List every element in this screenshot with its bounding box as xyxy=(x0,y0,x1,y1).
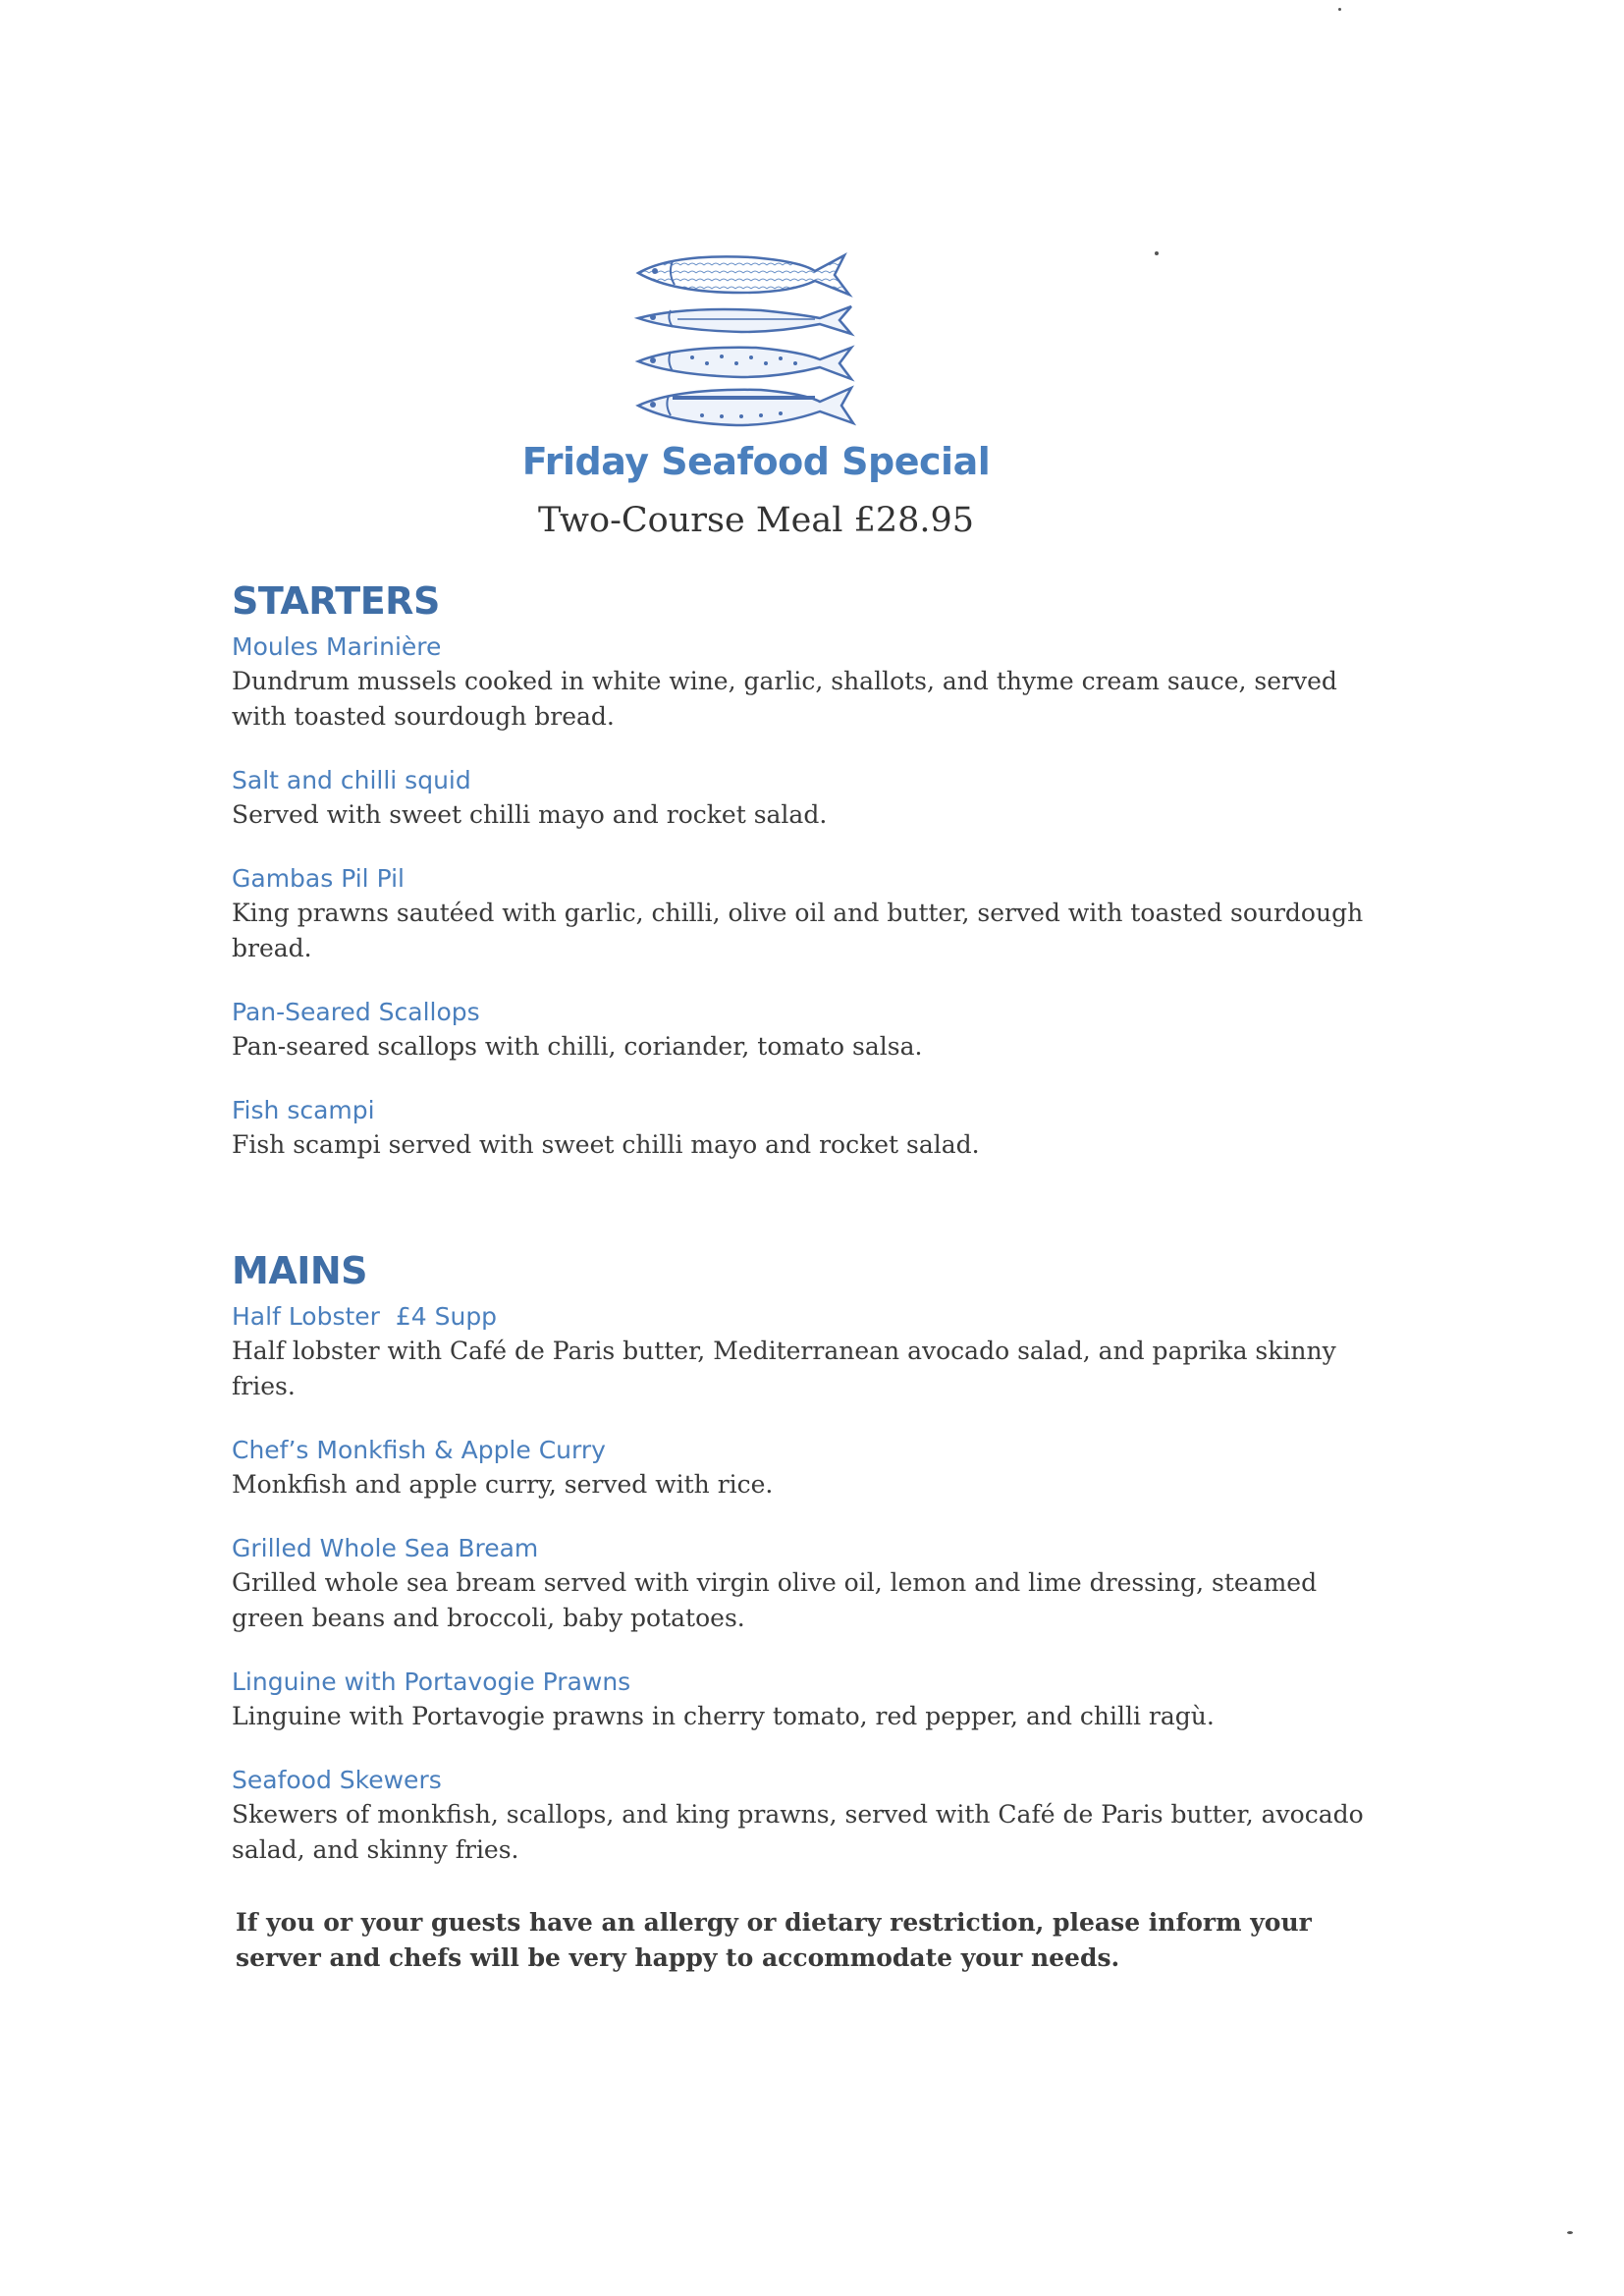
page-title: Friday Seafood Special xyxy=(521,440,991,483)
price-subtitle: Two-Course Meal £28.95 xyxy=(537,501,975,540)
item-description: Monkfish and apple curry, served with rice. xyxy=(232,1470,774,1499)
item-description: King prawns sautéed with garlic, chilli, olive oil and butter, served with toasted sourdough bread. xyxy=(232,899,1364,962)
item-name: Half Lobster £4 Supp xyxy=(232,1302,498,1331)
item-name: Grilled Whole Sea Bream xyxy=(232,1534,539,1562)
menu-item xyxy=(232,1434,1371,1503)
scan-speck xyxy=(1155,251,1159,255)
menu-item xyxy=(232,862,1371,966)
item-name: Linguine with Portavogie Prawns xyxy=(232,1667,631,1696)
item-name: Salt and chilli squid xyxy=(232,766,471,794)
menu-item xyxy=(232,630,1371,735)
item-description: Served with sweet chilli mayo and rocket salad. xyxy=(232,800,828,829)
item-description: Fish scampi served with sweet chilli mayo and rocket salad. xyxy=(232,1130,980,1159)
menu-item xyxy=(232,1532,1371,1636)
item-name: Gambas Pil Pil xyxy=(232,864,405,893)
item-name: Pan-Seared Scallops xyxy=(232,998,480,1026)
item-name: Chef’s Monkfish & Apple Curry xyxy=(232,1436,606,1464)
starters-section xyxy=(232,579,1371,1192)
fish-stack-icon xyxy=(633,244,859,440)
item-name: Seafood Skewers xyxy=(232,1766,442,1794)
menu-item xyxy=(232,1764,1371,1868)
item-description: Grilled whole sea bream served with virgin olive oil, lemon and lime dressing, steamed green beans and broccoli, baby potatoes. xyxy=(232,1568,1318,1632)
menu-item xyxy=(232,764,1371,833)
menu-item xyxy=(232,996,1371,1065)
scan-speck xyxy=(1338,8,1341,11)
item-description: Dundrum mussels cooked in white wine, garlic, shallots, and thyme cream sauce, served with toasted sourdough bread. xyxy=(232,667,1337,731)
starters-heading: STARTERS xyxy=(232,579,440,623)
item-description: Skewers of monkfish, scallops, and king prawns, served with Café de Paris butter, avocado salad, and skinny fries. xyxy=(232,1800,1364,1864)
mains-heading: MAINS xyxy=(232,1249,368,1292)
item-name: Moules Marinière xyxy=(232,632,442,661)
item-name: Fish scampi xyxy=(232,1096,375,1124)
mains-section xyxy=(232,1249,1371,1897)
menu-item xyxy=(232,1666,1371,1734)
menu-item xyxy=(232,1300,1371,1404)
scan-speck xyxy=(1567,2231,1573,2234)
item-description: Pan-seared scallops with chilli, coriander, tomato salsa. xyxy=(232,1032,923,1061)
item-description: Half lobster with Café de Paris butter, Mediterranean avocado salad, and paprika skinny fries. xyxy=(232,1337,1336,1400)
item-description: Linguine with Portavogie prawns in cherry tomato, red pepper, and chilli ragù. xyxy=(232,1702,1215,1730)
allergy-note: If you or your guests have an allergy or dietary restriction, please inform your server and chefs will be very happy to accommodate your needs. xyxy=(236,1908,1312,1972)
menu-item xyxy=(232,1094,1371,1163)
